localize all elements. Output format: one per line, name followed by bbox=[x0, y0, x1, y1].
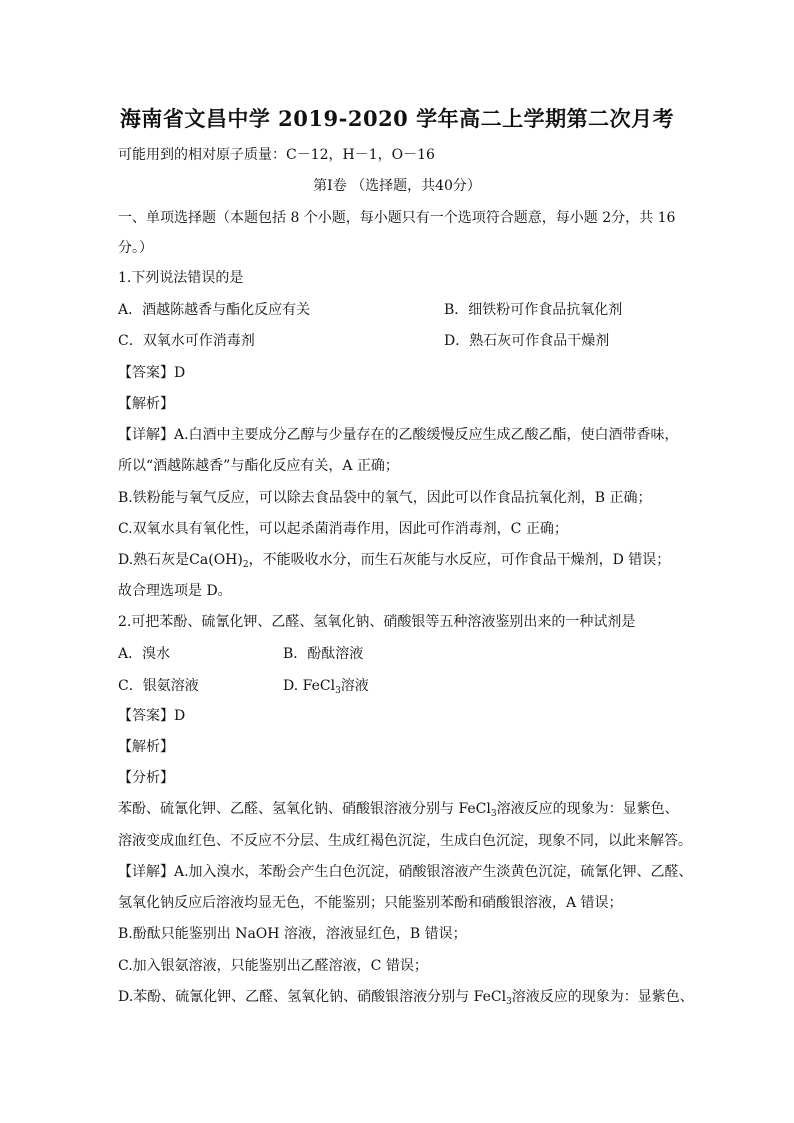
subscript: 2 bbox=[242, 560, 249, 570]
q1-detail-line-1: 【详解】A.白酒中主要成分乙醇与少量存在的乙酸缓慢反应生成乙酸乙酯，使白酒带香味， bbox=[118, 427, 679, 443]
q2-fenxi-line-1 bbox=[118, 799, 679, 819]
exam-title: 海南省文昌中学 2019-2020 学年高二上学期第二次月考 bbox=[119, 106, 675, 131]
q2-stem: 2.可把苯酚、硫氰化钾、乙醛、氢氧化钠、硝酸银等五种溶液鉴别出来的一种试剂是 bbox=[118, 614, 636, 630]
q2-option-c: C．银氨溶液 bbox=[118, 678, 199, 694]
q2-answer: 【答案】D bbox=[118, 708, 186, 724]
q2-detail-line-3: B.酚酞只能鉴别出 NaOH 溶液，溶液显红色，B 错误； bbox=[118, 926, 467, 942]
q1-detail-line-5 bbox=[118, 550, 670, 570]
q2-fenxi-line-2: 溶液变成血红色、不反应不分层、生成红褐色沉淀，生成白色沉淀，现象不同，以此来解答。 bbox=[118, 833, 692, 849]
subscript: 3 bbox=[506, 997, 512, 1007]
q2-option-a: A．溴水 bbox=[118, 646, 171, 662]
q1-detail-line-6: 故合理选项是 D。 bbox=[118, 583, 232, 599]
q2-detail-line-1: 【详解】A.加入溴水，苯酚会产生白色沉淀，硝酸银溶液产生淡黄色沉淀，硫氰化钾、乙醛、 bbox=[118, 864, 693, 880]
instructions-line-2: 分。） bbox=[118, 240, 153, 256]
q2-detail-line-4: C.加入银氨溶液，只能鉴别出乙醛溶液，C 错误； bbox=[118, 958, 428, 974]
atomic-mass-line: 可能用到的相对原子质量：C－12，H－1，O－16 bbox=[118, 147, 435, 163]
q1-answer: 【答案】D bbox=[118, 365, 186, 381]
q2-analysis-label: 【解析】 bbox=[118, 739, 174, 755]
section-heading: 第Ⅰ卷 （选择题，共40分） bbox=[313, 178, 481, 194]
q1-option-b: B．细铁粉可作食品抗氧化剂 bbox=[444, 302, 623, 318]
q2-detail-5-text-end: 溶液反应的现象为：显紫色、 bbox=[511, 989, 694, 1005]
q1-option-d: D．熟石灰可作食品干燥剂 bbox=[444, 333, 610, 349]
q1-detail-5-text: D.熟石灰是Ca(OH) bbox=[118, 552, 243, 568]
q1-option-a: A．酒越陈越香与酯化反应有关 bbox=[118, 302, 311, 318]
q2-fenxi-label: 【分析】 bbox=[118, 770, 174, 786]
q1-detail-line-2: 所以“酒越陈越香”与酯化反应有关，A 正确； bbox=[118, 458, 399, 474]
q1-detail-5-text-end: ，不能吸收水分，而生石灰能与水反应，可作食品干燥剂，D 错误； bbox=[248, 552, 671, 568]
q2-option-d-text: D. FeCl bbox=[283, 678, 336, 694]
q2-option-d-text-end: 溶液 bbox=[340, 678, 369, 694]
q2-detail-5-text: D.苯酚、硫氰化钾、乙醛、氢氧化钠、硝酸银溶液分别与 FeCl bbox=[118, 989, 507, 1005]
q1-stem: 1.下列说法错误的是 bbox=[118, 270, 244, 286]
q1-analysis-label: 【解析】 bbox=[118, 396, 174, 412]
q2-option-d bbox=[283, 676, 369, 696]
q1-option-c: C．双氧水可作消毒剂 bbox=[118, 333, 255, 349]
instructions-line-1: 一、单项选择题（本题包括 8 个小题，每小题只有一个选项符合题意，每小题 2分，共 16 bbox=[118, 210, 676, 226]
q1-detail-line-4: C.双氧水具有氧化性，可以起杀菌消毒作用，因此可作消毒剂，C 正确； bbox=[118, 521, 568, 537]
q2-detail-line-5 bbox=[118, 987, 694, 1007]
q2-fenxi-1-text: 苯酚、硫氰化钾、乙醛、氢氧化钠、硝酸银溶液分别与 FeCl bbox=[118, 801, 491, 817]
q2-fenxi-1-text-end: 溶液反应的现象为：显紫色、 bbox=[496, 801, 679, 817]
q1-detail-line-3: B.铁粉能与氧气反应，可以除去食品袋中的氧气，因此可以作食品抗氧化剂，B 正确； bbox=[118, 490, 652, 506]
q2-option-b: B．酚酞溶液 bbox=[283, 646, 364, 662]
q2-detail-line-2: 氢氧化钠反应后溶液均显无色，不能鉴别；只能鉴别苯酚和硝酸银溶液，A 错误； bbox=[118, 895, 623, 911]
subscript: 3 bbox=[335, 686, 341, 696]
subscript: 3 bbox=[490, 809, 497, 819]
